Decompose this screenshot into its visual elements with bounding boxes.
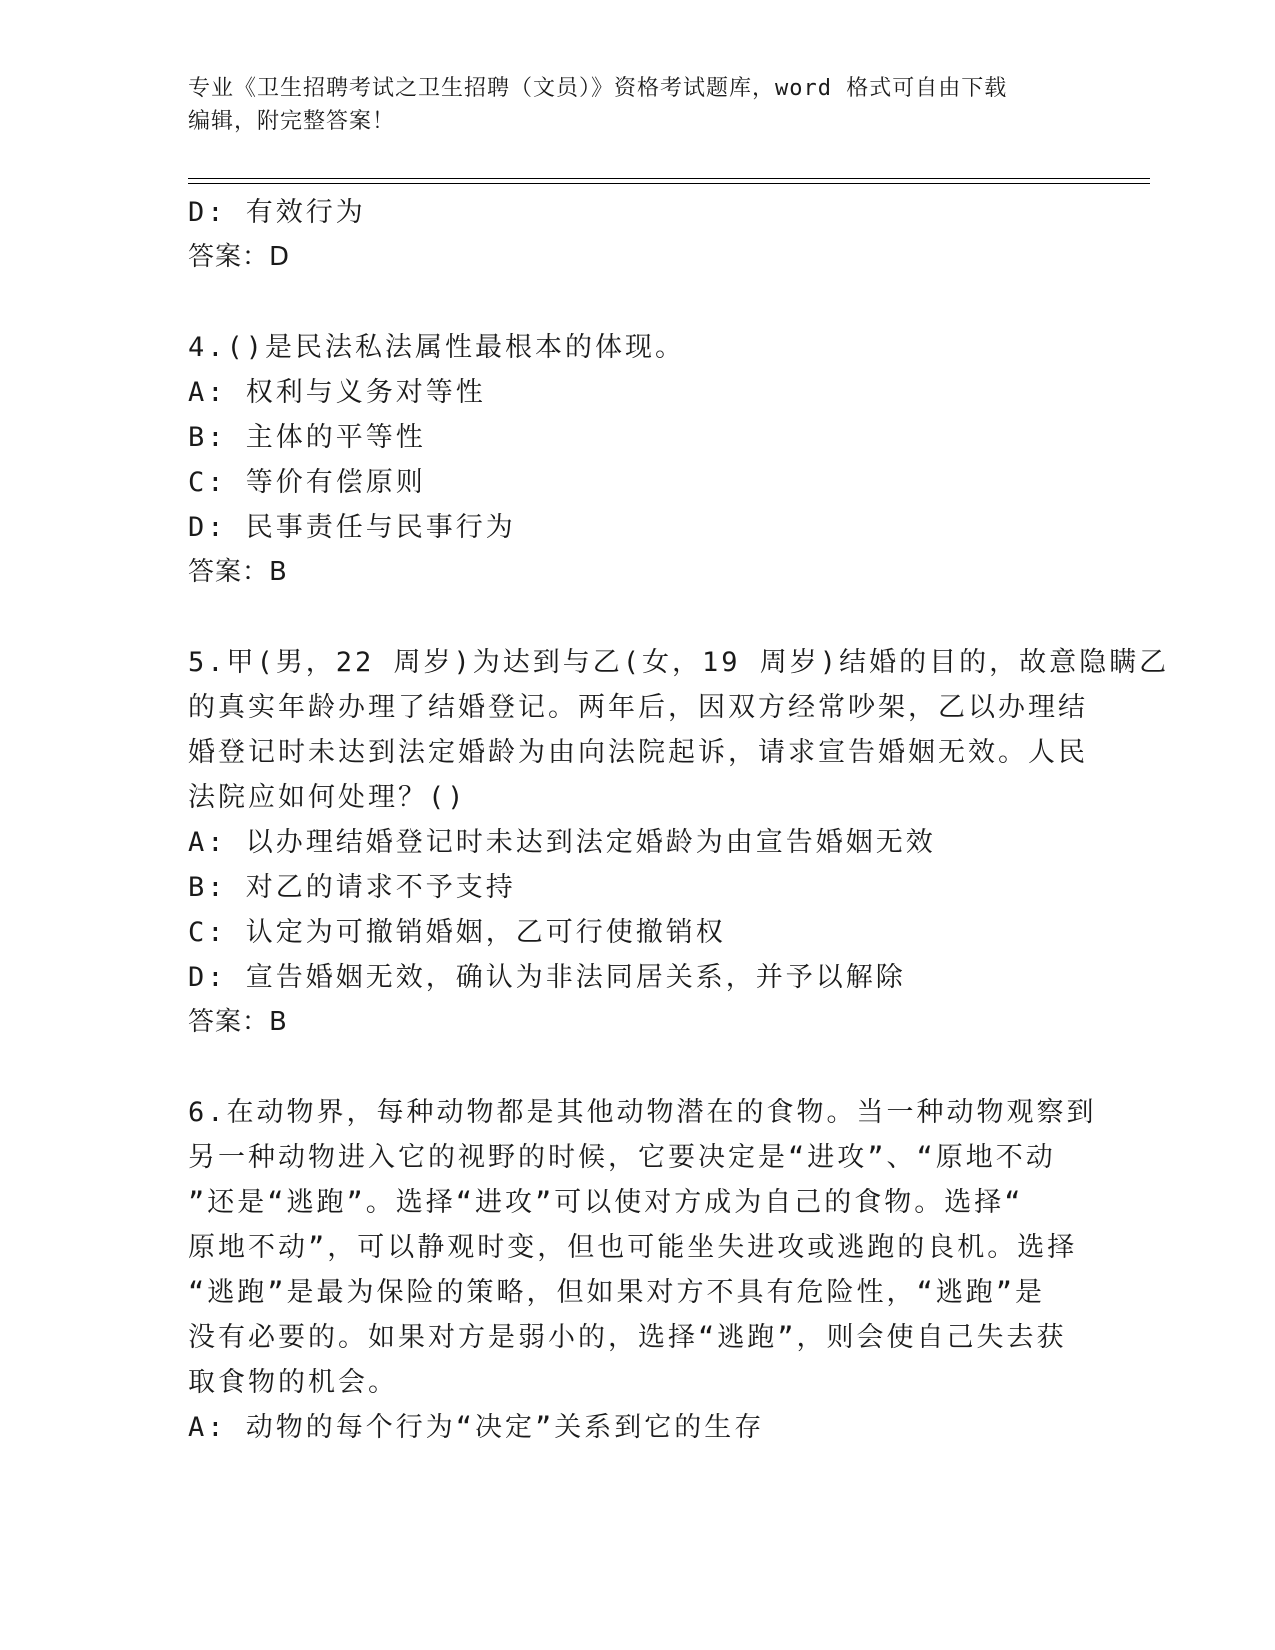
q6-stem-line: ”还是“逃跑”。选择“进攻”可以使对方成为自己的食物。选择“ — [188, 1187, 1024, 1218]
q5-stem-line: 的真实年龄办理了结婚登记。两年后，因双方经常吵架，乙以办理结 — [188, 692, 1088, 723]
q5-option-c: C: 认定为可撤销婚姻，乙可行使撤销权 — [188, 917, 726, 948]
q6-stem-line: 没有必要的。如果对方是弱小的，选择“逃跑”，则会使自己失去获 — [188, 1322, 1067, 1353]
q6-stem-line: 另一种动物进入它的视野的时候，它要决定是“进攻”、“原地不动 — [188, 1142, 1056, 1173]
header-divider-top — [188, 178, 1150, 179]
q5-stem-line: 法院应如何处理？() — [188, 782, 467, 813]
q4-answer: 答案：B — [188, 557, 288, 587]
q4-stem: 4.()是民法私法属性最根本的体现。 — [188, 332, 686, 363]
q6-stem-line: 原地不动”，可以静观时变，但也可能坐失进攻或逃跑的良机。选择 — [188, 1232, 1078, 1263]
spacer — [188, 1045, 1088, 1090]
header-divider-bottom — [188, 183, 1150, 184]
q4-option-a: A: 权利与义务对等性 — [188, 377, 486, 408]
q4-option-b: B: 主体的平等性 — [188, 422, 426, 453]
q6-option-a: A: 动物的每个行为“决定”关系到它的生存 — [188, 1412, 765, 1443]
q6-stem-line: 取食物的机会。 — [188, 1367, 398, 1398]
q5-option-d: D: 宣告婚姻无效，确认为非法同居关系，并予以解除 — [188, 962, 906, 993]
document-header — [188, 72, 1088, 138]
header-line-2: 编辑，附完整答案！ — [188, 109, 396, 134]
q4-option-d: D: 民事责任与民事行为 — [188, 512, 516, 543]
q5-option-b: B: 对乙的请求不予支持 — [188, 872, 516, 903]
question-content — [188, 190, 1170, 1450]
q3-answer: 答案：D — [188, 242, 291, 272]
spacer — [188, 280, 1088, 325]
header-line-1: 专业《卫生招聘考试之卫生招聘（文员）》资格考试题库，word 格式可自由下载 — [188, 76, 1008, 101]
q5-option-a: A: 以办理结婚登记时未达到法定婚龄为由宣告婚姻无效 — [188, 827, 936, 858]
spacer — [188, 595, 1088, 640]
q6-stem-line: “逃跑”是最为保险的策略，但如果对方不具有危险性，“逃跑”是 — [188, 1277, 1046, 1308]
q5-answer: 答案：B — [188, 1007, 288, 1037]
q6-stem-line: 6.在动物界，每种动物都是其他动物潜在的食物。当一种动物观察到 — [188, 1097, 1097, 1128]
q5-stem-line: 5.甲(男，22 周岁)为达到与乙(女，19 周岁)结婚的目的，故意隐瞒乙 — [188, 647, 1170, 678]
q5-stem-line: 婚登记时未达到法定婚龄为由向法院起诉，请求宣告婚姻无效。人民 — [188, 737, 1088, 768]
q4-option-c: C: 等价有偿原则 — [188, 467, 426, 498]
q3-option-d: D: 有效行为 — [188, 197, 366, 228]
